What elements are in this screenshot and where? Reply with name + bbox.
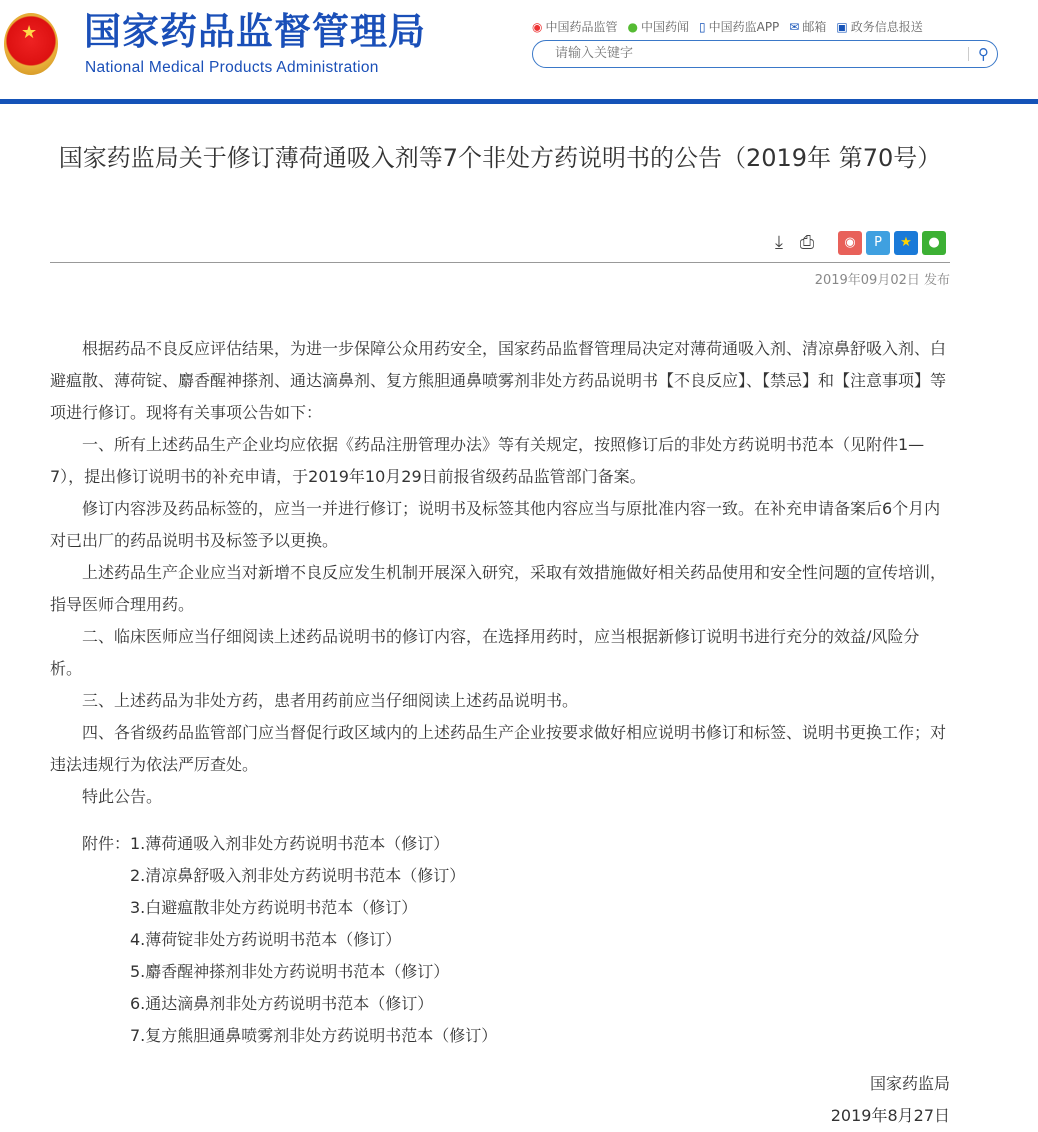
divider [50, 262, 950, 263]
paragraph: 四、各省级药品监管部门应当督促行政区域内的上述药品生产企业按要求做好相应说明书修订和标签、说明书更换工作；对违法违规行为依法严厉查处。 [50, 723, 947, 774]
share-tencent-icon[interactable]: P [866, 231, 890, 255]
link-mail[interactable]: ✉ 邮箱 [789, 20, 827, 34]
article-body [50, 333, 950, 1132]
share-buttons [838, 231, 946, 255]
publish-date: 2019年09月02日 发布 [814, 273, 950, 288]
share-wechat-icon[interactable]: ● [922, 231, 946, 255]
link-wechat[interactable]: ● 中国药闻 [627, 20, 689, 34]
attachment-link[interactable]: 2.清凉鼻舒吸入剂非处方药说明书范本（修订） [130, 866, 466, 885]
attachment-label: 附件： [82, 834, 131, 853]
paragraph: 二、临床医师应当仔细阅读上述药品说明书的修订内容，在选择用药时，应当根据新修订说明书进行充分的效益/风险分析。 [50, 627, 920, 678]
phone-icon: ▯ [699, 20, 706, 34]
article-title: 国家药监局关于修订薄荷通吸入剂等7个非处方药说明书的公告（2019年 第70号） [58, 144, 942, 172]
search-box [532, 40, 998, 68]
article-tools [768, 231, 818, 255]
sign-date: 2019年8月27日 [830, 1106, 950, 1125]
search-icon[interactable]: ⚲ [978, 45, 989, 63]
paragraph: 根据药品不良反应评估结果，为进一步保障公众用药安全，国家药品监督管理局决定对薄荷通吸入剂、清凉鼻舒吸入剂、白避瘟散、薄荷锭、麝香醒神搽剂、通达滴鼻剂、复方熊胆通鼻喷雾剂非处方药品说明书【不良反应】、【禁忌】和【注意事项】等项进行修订。现将有关事项公告如下： [50, 339, 947, 422]
attachment-link[interactable]: 6.通达滴鼻剂非处方药说明书范本（修订） [130, 994, 434, 1013]
wechat-icon: ● [627, 20, 638, 34]
weibo-icon: ◉ [532, 20, 543, 34]
share-qzone-icon[interactable]: ★ [894, 231, 918, 255]
monitor-icon: ▣ [836, 20, 848, 34]
attachment-link[interactable]: 7.复方熊胆通鼻喷雾剂非处方药说明书范本（修订） [130, 1026, 498, 1045]
top-links [532, 18, 923, 36]
mail-icon: ✉ [789, 20, 800, 34]
attachment-link[interactable]: 3.白避瘟散非处方药说明书范本（修订） [130, 898, 418, 917]
header-bar [0, 99, 1038, 104]
attachment-link[interactable]: 5.麝香醒神搽剂非处方药说明书范本（修订） [130, 962, 450, 981]
logo-subtitle: National Medical Products Administration [85, 59, 379, 76]
paragraph: 特此公告。 [82, 787, 163, 806]
paragraph: 一、所有上述药品生产企业均应依据《药品注册管理办法》等有关规定，按照修订后的非处方药说明书范本（见附件1—7），提出修订说明书的补充申请，于2019年10月29日前报省级药品监管部门备案。 [50, 435, 925, 486]
link-app[interactable]: ▯ 中国药监APP [699, 20, 780, 34]
signer: 国家药监局 [869, 1074, 950, 1093]
divider [968, 47, 969, 61]
site-header [0, 0, 1038, 100]
national-emblem-logo [4, 13, 58, 75]
paragraph: 修订内容涉及药品标签的，应当一并进行修订；说明书及标签其他内容应当与原批准内容一致。在补充申请备案后6个月内对已出厂的药品说明书及标签予以更换。 [50, 499, 941, 550]
attachment-link[interactable]: 4.薄荷锭非处方药说明书范本（修订） [130, 930, 402, 949]
print-icon[interactable]: ⎙ [799, 232, 815, 253]
link-report[interactable]: ▣ 政务信息报送 [836, 20, 923, 34]
download-icon[interactable]: ⤓ [775, 232, 783, 253]
logo-title[interactable]: 国家药品监督管理局 [84, 10, 426, 53]
attachments [50, 828, 950, 1052]
search-input[interactable] [555, 45, 955, 63]
attachment-link[interactable]: 1.薄荷通吸入剂非处方药说明书范本（修订） [130, 834, 450, 853]
paragraph: 上述药品生产企业应当对新增不良反应发生机制开展深入研究，采取有效措施做好相关药品使用和安全性问题的宣传培训，指导医师合理用药。 [50, 563, 947, 614]
share-weibo-icon[interactable]: ◉ [838, 231, 862, 255]
link-weibo[interactable]: ◉ 中国药品监管 [532, 20, 618, 34]
paragraph: 三、上述药品为非处方药，患者用药前应当仔细阅读上述药品说明书。 [82, 691, 579, 710]
